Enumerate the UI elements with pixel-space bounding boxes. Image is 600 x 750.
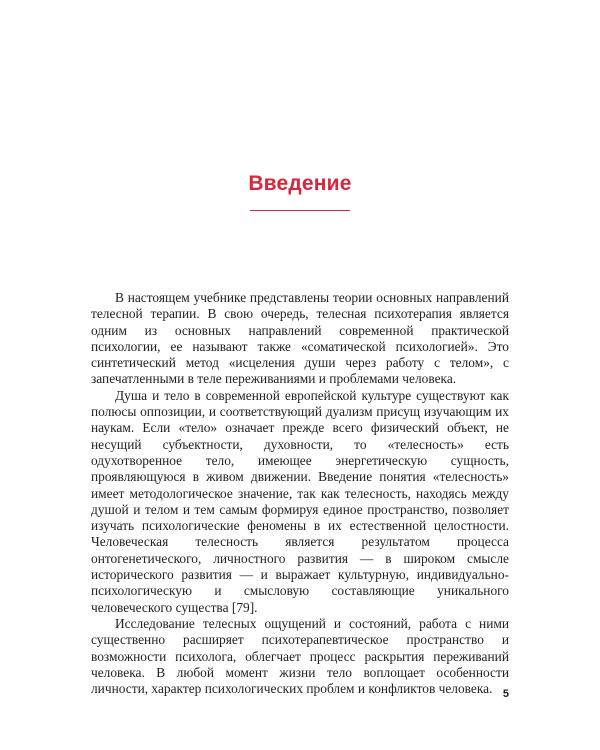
paragraph: Душа и тело в современной европейской культуре существуют как полюсы оппозиции, и соответствующий дуализм присущ изучающим их наукам. Если «тело» означает прежде всего физический объект, не несущий субъектности, духовности, то «телесность» есть одухотворенное тело, имеющее энергетическую сущность, проявляющуюся в живом движении. Введение понятия «телесность» имеет методологическое значение, так как телесность, находясь между душой и телом и тем самым формируя единое пространство, позволяет изучать психологические феномены в их естественной целостности. Человеческая телесность является результатом процесса онтогенетического, личностного развития — в широком смысле исторического развития — и выражает культурную, индивидуально-психологическую и смысловую составляющие уникального человеческого существа [79]. [91, 387, 509, 615]
paragraph: Исследование телесных ощущений и состояний, работа с ними существенно расширяет психотерапевтическое пространство и возможности психолога, облегчает процесс раскрытия переживаний человека. В любой момент жизни тело воплощает особенности личности, характер психологических проблем и конфликтов человека. [91, 615, 509, 697]
chapter-title: Введение [248, 172, 352, 195]
title-underline [250, 210, 350, 211]
body-text [91, 290, 509, 697]
paragraph: В настоящем учебнике представлены теории основных направлений телесной терапии. В свою очередь, телесная психотерапия является одним из основных направлений современной практической психологии, ее называют также «соматической психологией». Это синтетический метод «исцеления души через работу с телом», с запечатленными в теле переживаниями и проблемами человека. [91, 290, 509, 387]
page-number: 5 [502, 688, 509, 700]
